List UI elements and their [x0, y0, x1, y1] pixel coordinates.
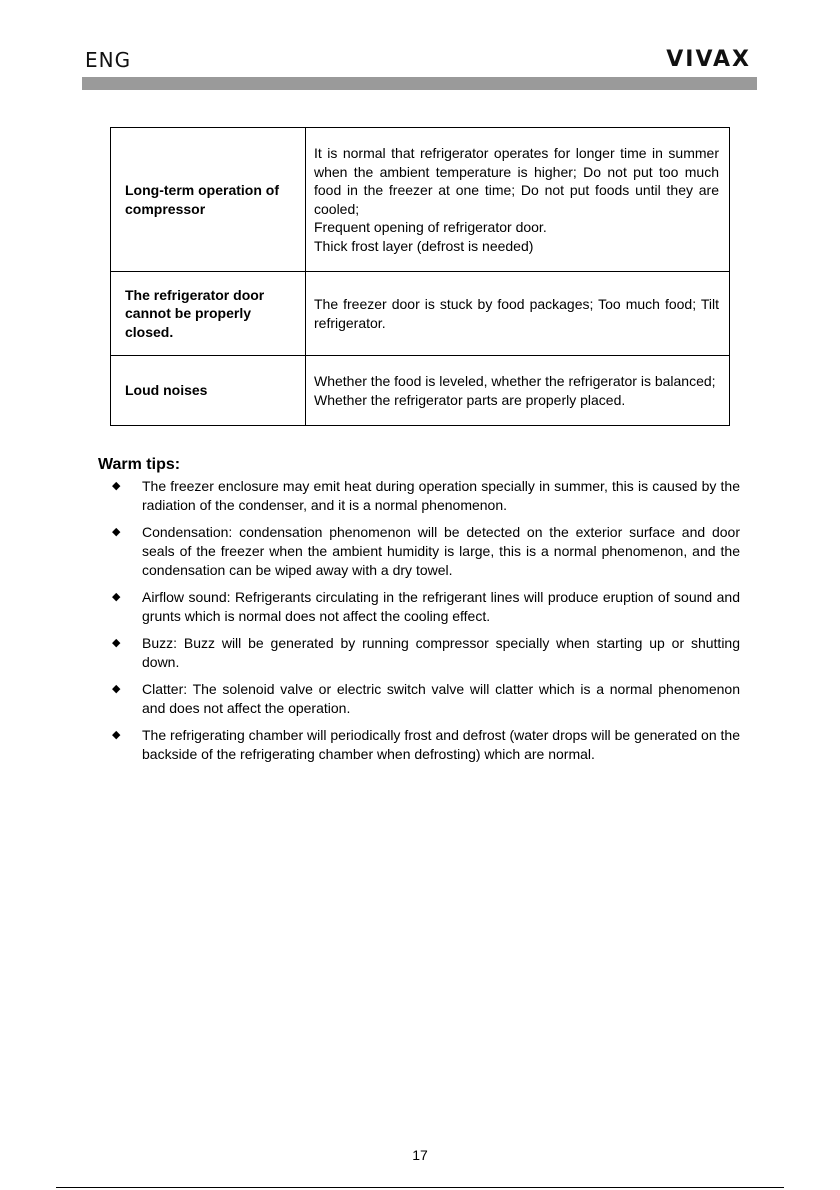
- list-item: [98, 523, 740, 580]
- solution-line: It is normal that refrigerator operates for longer time in summer when the ambient temperature is higher; Do not put too much food in the freezer at one time; Do not put foods until they are cooled;: [314, 145, 719, 217]
- problem-cell: Loud noises: [111, 356, 306, 426]
- table-row: [111, 128, 730, 272]
- warm-tips-list: [98, 477, 740, 764]
- solution-line: Whether the refrigerator parts are properly placed.: [314, 391, 626, 408]
- solution-line: Frequent opening of refrigerator door.: [314, 219, 547, 235]
- header-divider-bar: [82, 77, 757, 90]
- tip-text: The freezer enclosure may emit heat during operation specially in summer, this is caused by the radiation of the condenser, and it is a normal phenomenon.: [142, 478, 740, 513]
- warm-tips-section: [98, 456, 740, 772]
- solution-line: The freezer door is stuck by food packages; Too much food; Tilt refrigerator.: [314, 296, 719, 331]
- page-header: [82, 46, 757, 74]
- diamond-bullet-icon: ◆: [112, 480, 121, 492]
- warm-tips-heading: Warm tips:: [98, 456, 181, 473]
- tip-text: The refrigerating chamber will periodically frost and defrost (water drops will be generated on the backside of the refrigerating chamber when defrosting) which are normal.: [142, 727, 740, 762]
- tip-text: Buzz: Buzz will be generated by running compressor specially when starting up or shutting down.: [142, 635, 740, 670]
- solution-cell: [306, 272, 730, 356]
- brand-logo: VIVAX: [666, 47, 751, 72]
- list-item: [98, 634, 740, 672]
- list-item: [98, 726, 740, 764]
- diamond-bullet-icon: ◆: [112, 637, 121, 649]
- tip-text: Clatter: The solenoid valve or electric switch valve will clatter which is a normal phenomenon and does not affect the operation.: [142, 681, 740, 716]
- list-item: [98, 680, 740, 718]
- tip-text: Condensation: condensation phenomenon will be detected on the exterior surface and door seals of the freezer when the ambient humidity is large, this is a normal phenomenon, and the condensation can be wiped away with a dry towel.: [142, 524, 740, 578]
- table-row: [111, 272, 730, 356]
- table-row: [111, 356, 730, 426]
- solution-line: Thick frost layer (defrost is needed): [314, 237, 534, 254]
- footer-divider: [56, 1187, 784, 1188]
- troubleshooting-table: [110, 127, 730, 426]
- language-label: ENG: [85, 48, 132, 72]
- tip-text: Airflow sound: Refrigerants circulating in the refrigerant lines will produce eruption of sound and grunts which is normal does not affect the cooling effect.: [142, 589, 740, 624]
- diamond-bullet-icon: ◆: [112, 729, 121, 741]
- solution-line: Whether the food is leveled, whether the refrigerator is balanced;: [314, 373, 716, 389]
- problem-cell: Long-term operation of compressor: [111, 128, 306, 272]
- problem-cell: The refrigerator door cannot be properly closed.: [111, 272, 306, 356]
- list-item: [98, 477, 740, 515]
- solution-cell: [306, 356, 730, 426]
- diamond-bullet-icon: ◆: [112, 591, 121, 603]
- diamond-bullet-icon: ◆: [112, 526, 121, 538]
- solution-cell: [306, 128, 730, 272]
- list-item: [98, 588, 740, 626]
- page-number: 17: [412, 1147, 428, 1163]
- diamond-bullet-icon: ◆: [112, 683, 121, 695]
